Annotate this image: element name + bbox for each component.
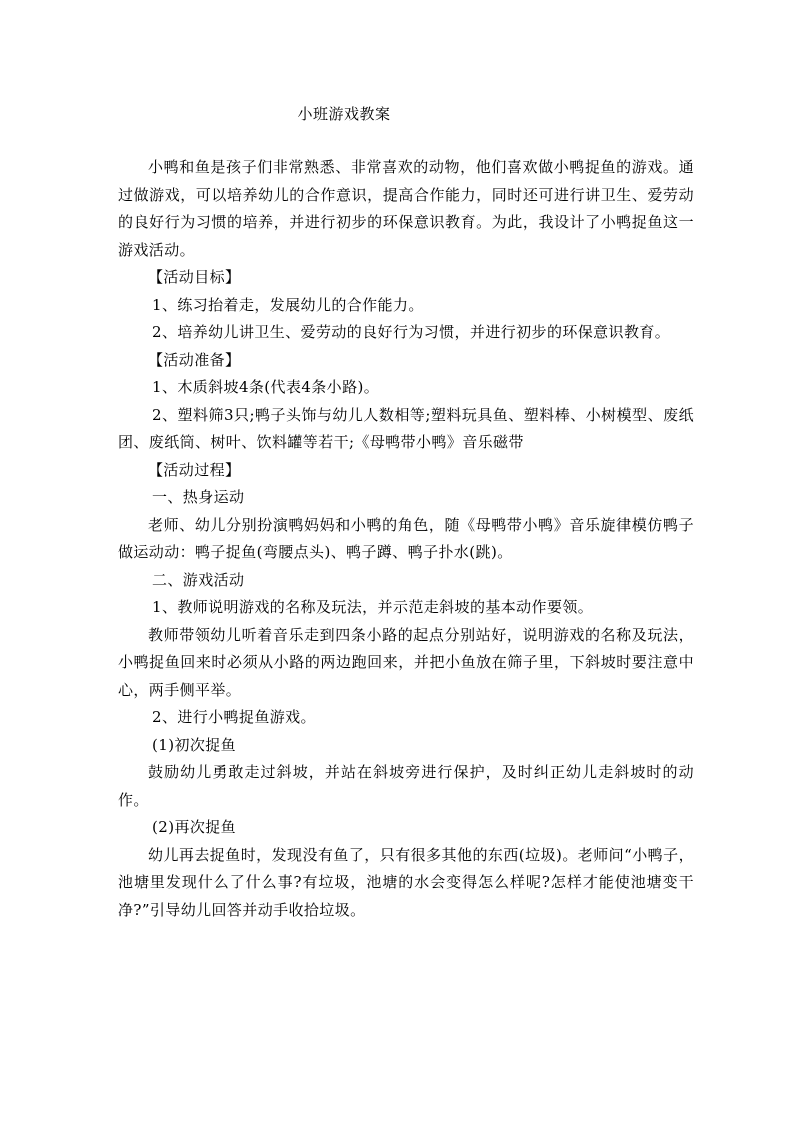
first-catch-description: 鼓励幼儿勇敢走过斜坡，并站在斜坡旁进行保护，及时纠正幼儿走斜坡时的动作。 [118,763,694,809]
first-catch-heading: (1)初次捉鱼 [152,735,237,754]
game-item-1: 1、教师说明游戏的名称及玩法，并示范走斜坡的基本动作要领。 [152,598,594,616]
second-catch-heading: (2)再次捉鱼 [152,818,237,836]
process-step-warmup: 一、热身运动 [152,488,245,506]
goal-item-2: 2、培养幼儿讲卫生、爱劳动的良好行为习惯，并进行初步的环保意识教育。 [152,323,671,341]
warmup-description: 老师、幼儿分别扮演鸭妈妈和小鸭的角色，随《母鸭带小鸭》音乐旋律模仿鸭子做运动动：鸭子捉鱼(弯腰点头)、鸭子蹲、鸭子扑水(跳)。 [118,515,694,561]
preparation-item-1: 1、木质斜坡4条(代表4条小路)。 [152,378,380,396]
section-heading-preparation: 【活动准备】 [148,350,241,369]
document-title: 小班游戏教案 [297,105,391,123]
section-heading-goals: 【活动目标】 [148,268,241,286]
game-item-2: 2、进行小鸭捉鱼游戏。 [152,708,316,726]
intro-paragraph: 小鸭和鱼是孩子们非常熟悉、非常喜欢的动物，他们喜欢做小鸭捉鱼的游戏。通过做游戏，可以培养幼儿的合作意识，提高合作能力，同时还可进行讲卫生、爱劳动的良好行为习惯的培养，并进行初步的环保意识教育。为此，我设计了小鸭捉鱼这一游戏活动。 [118,158,694,259]
section-heading-process: 【活动过程】 [148,460,241,479]
process-step-game: 二、游戏活动 [152,570,245,589]
second-catch-description: 幼儿再去捉鱼时，发现没有鱼了，只有很多其他的东西(垃圾)。老师问“小鸭子，池塘里发现什么了什么事?有垃圾，池塘的水会变得怎么样呢?怎样才能使池塘变干净?”引导幼儿回答并动手收拾垃圾。 [118,845,694,919]
goal-item-1: 1、练习抬着走，发展幼儿的合作能力。 [152,295,424,314]
document-body [118,154,694,924]
game-explanation: 教师带领幼儿听着音乐走到四条小路的起点分别站好，说明游戏的名称及玩法，小鸭捉鱼回来时必须从小路的两边跑回来，并把小鱼放在筛子里，下斜坡时要注意中心，两手侧平举。 [118,625,694,699]
preparation-item-2: 2、塑料筛3只;鸭子头饰与幼儿人数相等;塑料玩具鱼、塑料棒、小树模型、废纸团、废纸筒、树叶、饮料罐等若干;《母鸭带小鸭》音乐磁带 [118,405,694,451]
